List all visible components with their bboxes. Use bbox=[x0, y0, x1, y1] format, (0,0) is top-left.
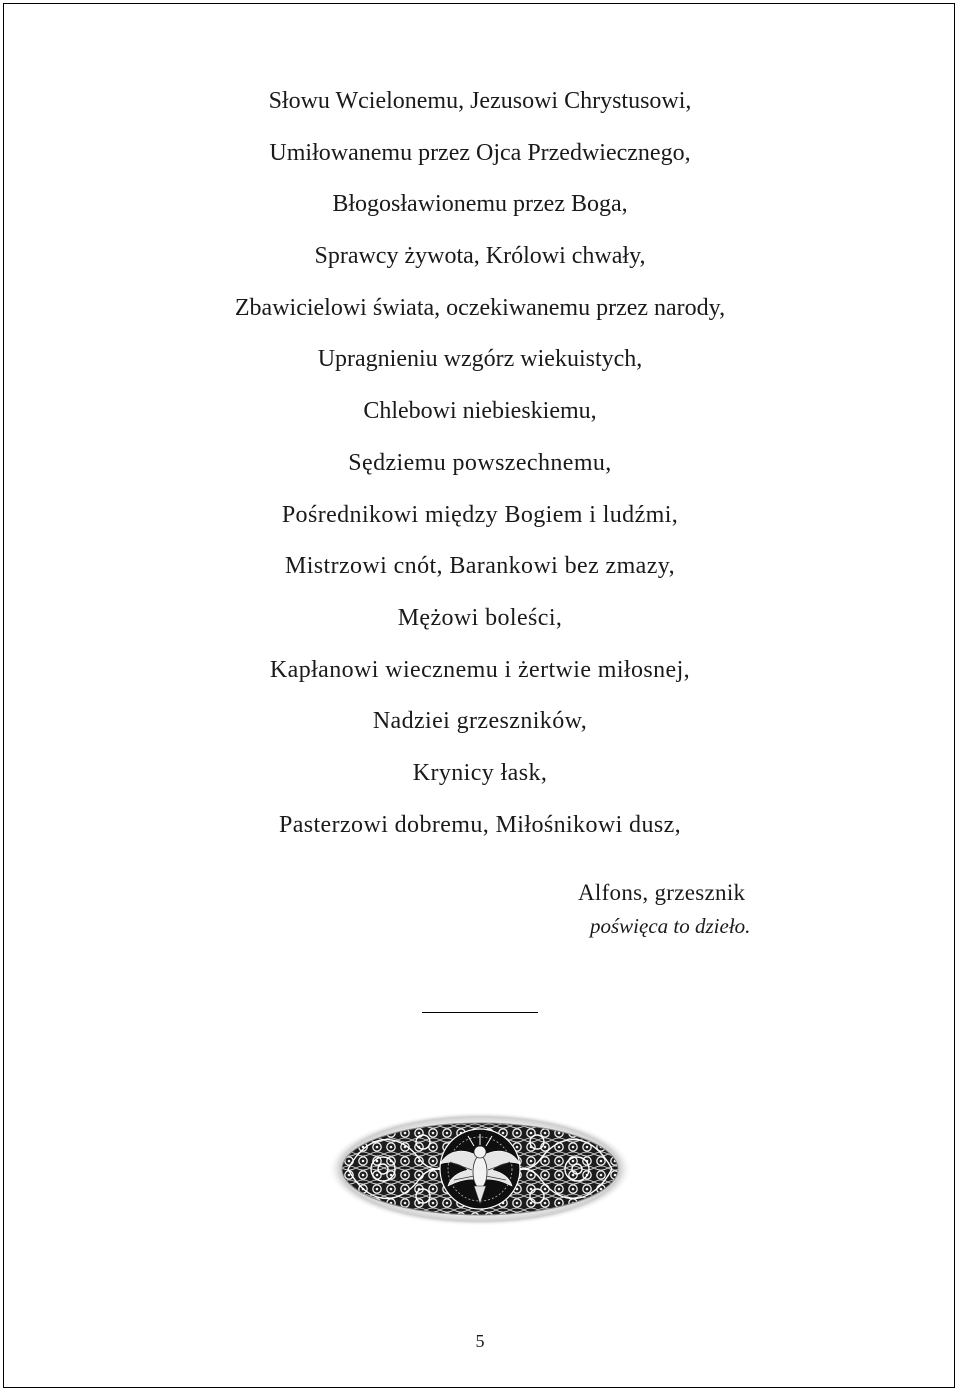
dedication-line: Mistrzowi cnót, Barankowi bez zmazy, bbox=[284, 553, 676, 580]
signature-note: poświęca to dzieło. bbox=[590, 914, 751, 938]
dedication-line: Sprawcy żywota, Królowi chwały, bbox=[314, 243, 646, 270]
floral-eagle-ornament-icon bbox=[328, 1112, 632, 1226]
dedication-line: Nadziei grzeszników, bbox=[372, 708, 588, 735]
dedication-line: Kapłanowi wiecznemu i żertwie miłosnej, bbox=[269, 656, 691, 683]
dedication-line: Pasterzowi dobremu, Miłośnikowi dusz, bbox=[278, 811, 682, 838]
dedication-line: Umiłowanemu przez Ojca Przedwiecznego, bbox=[269, 139, 691, 166]
dedication-text bbox=[0, 76, 960, 851]
dedication-line: Pośrednikowi między Bogiem i ludźmi, bbox=[281, 501, 679, 528]
page-number: 5 bbox=[475, 1331, 485, 1351]
dedication-line: Mężowi boleści, bbox=[397, 604, 563, 631]
dedication-line: Zbawicielowi świata, oczekiwanemu przez narody, bbox=[234, 294, 726, 321]
dedication-line: Upragnieniu wzgórz wiekuistych, bbox=[317, 346, 643, 373]
dedication-line: Słowu Wcielonemu, Jezusowi Chrystusowi, bbox=[268, 88, 692, 114]
dedication-line: Sędziemu powszechnemu, bbox=[348, 449, 612, 476]
dedication-line: Krynicy łask, bbox=[412, 759, 548, 786]
dedication-line: Chlebowi niebieskiemu, bbox=[363, 398, 597, 425]
dedication-line: Błogosławionemu przez Boga, bbox=[332, 191, 628, 218]
separator-rule bbox=[422, 1012, 538, 1013]
signature-name: Alfons, grzesznik bbox=[578, 880, 746, 905]
